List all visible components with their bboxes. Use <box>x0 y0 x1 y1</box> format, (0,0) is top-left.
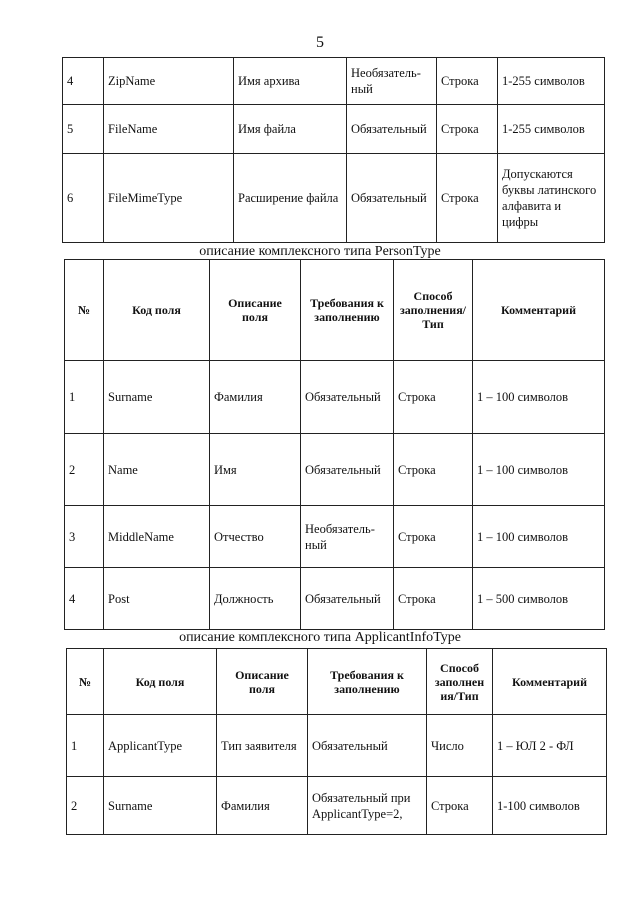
cell-type: Строка <box>437 105 498 154</box>
cell-number: 5 <box>63 105 104 154</box>
cell-requirement: Необязатель-ный <box>301 506 394 568</box>
cell-type: Число <box>427 715 493 777</box>
header-requirement: Требования к заполнению <box>301 260 394 361</box>
table-row <box>67 715 607 777</box>
cell-field-code: ZipName <box>104 58 234 105</box>
cell-field-code: Surname <box>104 777 217 835</box>
cell-field-code: Surname <box>104 361 210 434</box>
cell-requirement: Обязательный <box>301 568 394 630</box>
applicant-info-type-table <box>66 648 607 835</box>
cell-comment: 1-100 символов <box>493 777 607 835</box>
cell-comment: 1 – 500 символов <box>473 568 605 630</box>
cell-number: 4 <box>65 568 104 630</box>
cell-requirement: Обязательный <box>301 434 394 506</box>
cell-number: 3 <box>65 506 104 568</box>
caption-person-type: описание комплексного типа PersonType <box>199 244 441 259</box>
table-row <box>65 434 605 506</box>
cell-description: Отчество <box>210 506 301 568</box>
person-type-table <box>64 259 605 630</box>
cell-comment: 1-255 символов <box>498 58 605 105</box>
cell-requirement: Обязательный при ApplicantType=2, <box>308 777 427 835</box>
header-number: № <box>65 260 104 361</box>
table-row <box>65 506 605 568</box>
cell-description: Должность <box>210 568 301 630</box>
header-description: Описание поля <box>217 649 308 715</box>
cell-description: Имя архива <box>234 58 347 105</box>
header-type: Способ заполнен ия/Тип <box>427 649 493 715</box>
caption-applicant-info-type: описание комплексного типа ApplicantInfoType <box>179 630 461 645</box>
header-type: Способ заполнения/ Тип <box>394 260 473 361</box>
cell-number: 1 <box>65 361 104 434</box>
table-row <box>65 361 605 434</box>
cell-type: Строка <box>427 777 493 835</box>
cell-requirement: Обязательный <box>301 361 394 434</box>
cell-requirement: Обязательный <box>347 154 437 243</box>
cell-description: Расширение файла <box>234 154 347 243</box>
cell-description: Фамилия <box>217 777 308 835</box>
header-number: № <box>67 649 104 715</box>
header-field-code: Код поля <box>104 260 210 361</box>
header-comment: Комментарий <box>493 649 607 715</box>
cell-description: Фамилия <box>210 361 301 434</box>
cell-type: Строка <box>394 568 473 630</box>
cell-field-code: FileName <box>104 105 234 154</box>
table-row <box>63 105 605 154</box>
table-header-row <box>65 260 605 361</box>
table-row <box>63 154 605 243</box>
cell-comment: Допускаются буквы латинского алфавита и цифры <box>498 154 605 243</box>
cell-comment: 1 – 100 символов <box>473 434 605 506</box>
page-number: 5 <box>316 34 324 51</box>
cell-field-code: MiddleName <box>104 506 210 568</box>
cell-number: 2 <box>67 777 104 835</box>
cell-description: Имя файла <box>234 105 347 154</box>
cell-type: Строка <box>437 58 498 105</box>
cell-number: 6 <box>63 154 104 243</box>
cell-comment: 1 – 100 символов <box>473 361 605 434</box>
cell-type: Строка <box>437 154 498 243</box>
cell-requirement: Необязатель-ный <box>347 58 437 105</box>
cell-type: Строка <box>394 506 473 568</box>
cell-field-code: Post <box>104 568 210 630</box>
cell-number: 1 <box>67 715 104 777</box>
cell-number: 2 <box>65 434 104 506</box>
header-field-code: Код поля <box>104 649 217 715</box>
file-fields-table <box>62 57 605 243</box>
cell-comment: 1 – ЮЛ 2 - ФЛ <box>493 715 607 777</box>
cell-type: Строка <box>394 361 473 434</box>
cell-number: 4 <box>63 58 104 105</box>
table-row <box>63 58 605 105</box>
cell-field-code: FileMimeType <box>104 154 234 243</box>
cell-requirement: Обязательный <box>308 715 427 777</box>
cell-description: Имя <box>210 434 301 506</box>
cell-comment: 1 – 100 символов <box>473 506 605 568</box>
cell-comment: 1-255 символов <box>498 105 605 154</box>
cell-field-code: ApplicantType <box>104 715 217 777</box>
cell-description: Тип заявителя <box>217 715 308 777</box>
table-header-row <box>67 649 607 715</box>
cell-field-code: Name <box>104 434 210 506</box>
header-comment: Комментарий <box>473 260 605 361</box>
table-row <box>65 568 605 630</box>
header-requirement: Требования к заполнению <box>308 649 427 715</box>
cell-requirement: Обязательный <box>347 105 437 154</box>
table-row <box>67 777 607 835</box>
header-description: Описание поля <box>210 260 301 361</box>
cell-type: Строка <box>394 434 473 506</box>
